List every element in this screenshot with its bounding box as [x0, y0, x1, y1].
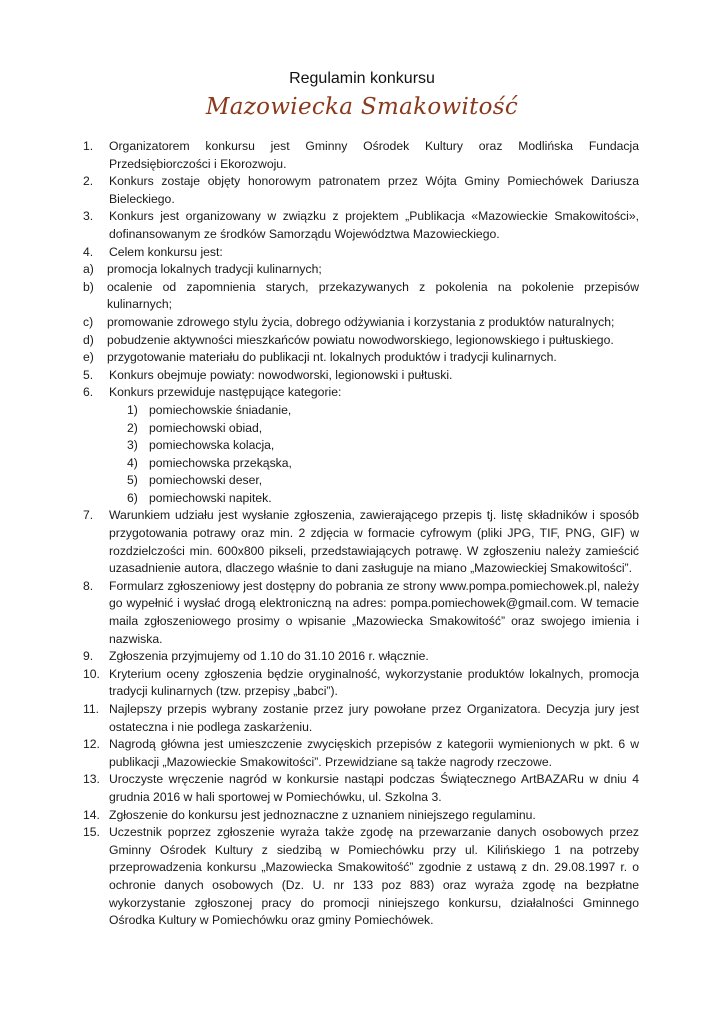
rules-list: [83, 138, 639, 930]
rule-number: 15.: [83, 825, 100, 840]
category-text: pomiechowskie śniadanie,: [149, 402, 292, 417]
category-item: [83, 437, 639, 455]
category-label: 2): [127, 420, 138, 435]
rule-text: Kryterium oceny zgłoszenia będzie oryginalność, wykorzystanie produktów lokalnych, promocja tradycji kulinarnych (tzw. przepisy „babci”).: [109, 666, 639, 699]
rule-text: Formularz zgłoszeniowy jest dostępny do pobrania ze strony www.pompa.pomiechowek.pl, należy go wypełnić i wysłać drogą elektroniczną na adres: pompa.pomiechowek@gmail.com. W temacie maila zgłoszeniowego prosimy o wpisanie „Mazowiecka Smakowitość” oraz swojego imienia i nazwiska.: [109, 578, 639, 646]
rule-number: 9.: [83, 649, 94, 664]
goal-text: promowanie zdrowego stylu życia, dobrego odżywiania i korzystania z produktów naturalnych;: [107, 314, 615, 329]
rule-item: [83, 173, 639, 208]
category-text: pomiechowski obiad,: [149, 420, 263, 435]
goal-item: [83, 349, 639, 367]
rule-text: Warunkiem udziału jest wysłanie zgłoszenia, zawierającego przepis tj. listę składników i sposób przygotowania potrawy oraz min. 2 zdjęcia w formacie cyfrowym (pliki JPG, TIF, PNG, GIF) w rozdzielczości min. 600x800 pikseli, przedstawiających potrawę. W zgłoszeniu należy zamieścić uzasadnienie autora, dlaczego właśnie to dani zasługuje na miano „Mazowieckiej Smakowitości”.: [109, 508, 639, 576]
category-label: 1): [127, 402, 138, 417]
goal-item: [83, 279, 639, 314]
rule-text: Konkurs przewiduje następujące kategorie:: [109, 385, 342, 400]
rule-text: Zgłoszenie do konkursu jest jednoznaczne z uznaniem niniejszego regulaminu.: [109, 807, 536, 822]
rule-number: 1.: [83, 139, 94, 153]
goal-text: ocalenie od zapomnienia starych, przekazywanych z pokolenia na pokolenie przepisów kulinarnych;: [107, 279, 639, 312]
rule-item: [83, 771, 639, 806]
category-item: [83, 472, 639, 490]
rule-number: 2.: [83, 174, 94, 189]
rule-text: Organizatorem konkursu jest Gminny Ośrodek Kultury oraz Modlińska Fundacja Przedsiębiorczości i Ekorozwoju.: [109, 139, 639, 171]
rule-item: [83, 367, 639, 385]
goal-label: a): [83, 262, 94, 277]
rule-item: [83, 507, 639, 577]
goal-label: b): [83, 279, 94, 294]
rule-number: 10.: [83, 666, 100, 681]
category-item: [83, 455, 639, 473]
rule-number: 5.: [83, 367, 94, 382]
rule-text: Najlepszy przepis wybrany zostanie przez jury powołane przez Organizatora. Decyzja jury jest ostateczna i nie podlega zaskarżeniu.: [109, 702, 639, 734]
page-subtitle: Mazowiecka Smakowitość: [205, 94, 519, 120]
rule-number: 4.: [83, 244, 94, 259]
rule-text: Konkurs zostaje objęty honorowym patronatem przez Wójta Gminy Pomiechówek Dariusza Bieleckiego.: [109, 174, 639, 206]
rule-text: Zgłoszenia przyjmujemy od 1.10 do 31.10 2016 r. włącznie.: [109, 649, 429, 664]
goal-label: c): [83, 314, 94, 329]
rule-text: Nagrodą główna jest umieszczenie zwycięskich przepisów z kategorii wymienionych w pkt. 6 w publikacji „Mazowieckie Smakowitości”. Przewidziane są także nagrody rzeczowe.: [109, 737, 639, 769]
rule-item: [83, 666, 639, 701]
rule-text: Konkurs jest organizowany w związku z projektem „Publikacja «Mazowieckie Smakowitości», dofinansowanym ze środków Samorządu Województwa Mazowieckiego.: [109, 209, 639, 241]
rule-number: 12.: [83, 737, 100, 752]
rule-text: Konkurs obejmuje powiaty: nowodworski, legionowski i pułtuski.: [109, 367, 453, 382]
rule-item: [83, 824, 639, 930]
category-text: pomiechowski deser,: [149, 473, 263, 488]
goal-label: d): [83, 332, 94, 347]
rule-item: [83, 807, 639, 825]
rule-item: [83, 736, 639, 771]
category-label: 5): [127, 473, 138, 488]
category-item: [83, 420, 639, 438]
rule-text: Celem konkursu jest:: [109, 244, 223, 259]
category-label: 6): [127, 490, 138, 505]
rule-number: 11.: [83, 702, 100, 716]
goal-item: [83, 332, 639, 350]
category-item: [83, 490, 639, 508]
goal-label: e): [83, 350, 94, 365]
rule-item: [83, 648, 639, 666]
rule-item: [83, 138, 639, 173]
category-text: pomiechowski napitek.: [149, 490, 272, 505]
rule-text: Uroczyste wręczenie nagród w konkursie nastąpi podczas Świątecznego ArtBAZARu w dniu 4 grudnia 2016 w hali sportowej w Pomiechówku, ul. Szkolna 3.: [109, 772, 639, 804]
rule-item: [83, 578, 639, 648]
category-item: [83, 402, 639, 420]
category-label: 3): [127, 438, 138, 453]
rule-number: 7.: [83, 508, 94, 523]
rule-number: 8.: [83, 578, 94, 593]
goal-text: promocja lokalnych tradycji kulinarnych;: [107, 262, 322, 277]
rule-item: [83, 701, 639, 736]
rule-number: 6.: [83, 385, 94, 400]
goal-item: [83, 314, 639, 332]
rule-number: 13.: [83, 772, 100, 787]
rule-number: 3.: [83, 209, 94, 224]
category-label: 4): [127, 455, 138, 470]
rule-item: [83, 208, 639, 243]
rule-number: 14.: [83, 807, 100, 822]
goal-item: [83, 261, 639, 279]
rule-item: [83, 384, 639, 402]
rule-text: Uczestnik poprzez zgłoszenie wyraża także zgodę na przewarzanie danych osobowych przez Gminny Ośrodek Kultury z siedzibą w Pomiechówku przy ul. Kilińskiego 1 na potrzeby przeprowadzenia konkursu „Mazowiecka Smakowitość” zgodnie z ustawą z dn. 29.08.1997 r. o ochronie danych osobowych (Dz. U. nr 133 poz 883) oraz wyraża zgodę na bezpłatne wykorzystanie zgłoszonej pracy do promocji niniejszego konkursu, działalności Gminnego Ośrodka Kultury w Pomiechówku oraz gminy Pomiechówek.: [109, 825, 639, 928]
category-text: pomiechowska przekąska,: [149, 455, 292, 470]
category-text: pomiechowska kolacja,: [149, 438, 275, 453]
rule-item: [83, 244, 639, 262]
goal-text: pobudzenie aktywności mieszkańców powiatu nowodworskiego, legionowskiego i pułtuskiego.: [107, 332, 614, 347]
page-title: Regulamin konkursu: [289, 70, 435, 87]
goal-text: przygotowanie materiału do publikacji nt. lokalnych produktów i tradycji kulinarnych.: [107, 350, 557, 365]
